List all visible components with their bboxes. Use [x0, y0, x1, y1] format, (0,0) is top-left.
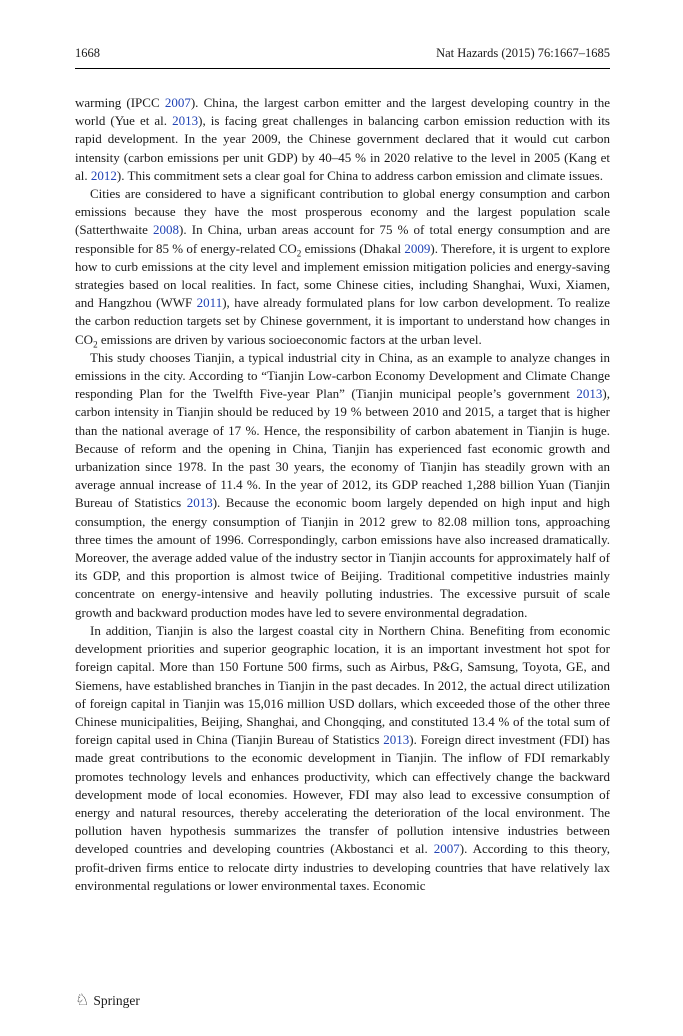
citation-link[interactable]: 2007	[164, 95, 191, 110]
citation-link[interactable]: 2007	[433, 841, 460, 857]
subscript-text: 2	[93, 339, 98, 350]
citation-link[interactable]: 2013	[576, 386, 603, 402]
citation-link[interactable]: 2009	[404, 240, 431, 256]
page-footer	[75, 993, 140, 1009]
springer-logo-icon: ♘	[75, 992, 90, 1009]
citation-link[interactable]: 2011	[196, 295, 223, 311]
page-number: 1668	[75, 46, 100, 60]
citation-link[interactable]: 2012	[90, 167, 117, 183]
paragraph: Cities are considered to have a significant contribution to global energy consumption and carbon emissions because they have the most prosperous economy and the largest population scale (Satterthwaite 2008). In China, urban areas account for 75 % of total energy consumption and are responsible for 85 % of energy-related $CO_2$ emissions (Dhakal 2009). Therefore, it is urgent to explore how to curb emissions at the city level and implement emission mitigation policies and energy-saving strategies based on local realities. In fact, some Chinese cities, including Shanghai, Wuxi, Xiamen, and Hangzhou (WWF 2011), have already formulated plans for low carbon development. To realize the carbon reduction targets set by Chinese government, it is important to understand how changes in $CO_2$ emissions are driven by various socioeconomic factors at the urban level.	[75, 186, 611, 350]
page-header	[75, 46, 610, 69]
subscript-text: 2	[296, 248, 302, 259]
paragraph: In addition, Tianjin is also the largest coastal city in Northern China. Benefiting from economic development priorities and superior geographic location, it is an important investment hot spot for foreign capital. More than 150 Fortune 500 firms, such as Airbus, P&G, Samsung, Toyota, GE, and Siemens, have established branches in Tianjin in the past decades. In 2012, the actual direct utilization of foreign capital in Tianjin was 15,016 million USD dollars, which exceeded those of the other three Chinese municipalities, Beijing, Shanghai, and Chongqing, and constituted 13.4 % of the total sum of foreign capital used in China (Tianjin Bureau of Statistics 2013). Foreign direct investment (FDI) has made great contributions to the economic development in Tianjin. The inflow of FDI remarkably promotes technology levels and enhances productivity, which can effectively change the backward development mode of local economies. However, FDI may also lead to excessive consumption of energy and natural resources, thereby accelerating the deterioration of the local environment. The pollution haven hypothesis summarizes the transfer of pollution intensive industries between developed countries and developing countries (Akbostanci et al. 2007). According to this theory, profit-driven firms entice to relocate dirty industries to developing countries that have relatively lax environmental regulations or lower environmental taxes. Economic	[75, 622, 610, 893]
journal-reference: Nat Hazards (2015) 76:1667–1685	[436, 46, 610, 60]
paragraph: This study chooses Tianjin, a typical industrial city in China, as an example to analyze changes in emissions in the city. According to “Tianjin Low-carbon Economy Development and Climate Change responding Plan for the Twelfth Five-year Plan” (Tianjin municipal people’s government 2013), carbon intensity in Tianjin should be reduced by 19 % between 2010 and 2015, a target that is higher than the national average of 17 %. Hence, the responsibility of carbon abatement in Tianjin is huge. Because of reform and the opening in China, Tianjin has experienced fast economic growth and urbanization since 1978. In the past 30 years, the economy of Tianjin has steadily grown with an average annual increase of 11.4 %. In the year of 2012, its GDP reached 1,288 billion Yuan (Tianjin Bureau of Statistics 2013). Because the economic boom largely depended on high input and high consumption, the energy consumption of Tianjin in 2012 grew to 82.08 million tons, approaching three times the amount of 1996. Correspondingly, carbon emissions have also increased dramatically. Moreover, the average added value of the industry sector in Tianjin accounts for approximately half of its GDP, and this proportion is almost twice of Beijing. Traditional competitive industries mainly concentrate on energy-intensive and heavily polluting industries. The excessive pursuit of scale growth and backward production modes have led to severe environmental degradation.	[75, 349, 610, 620]
publisher-name: Springer	[93, 993, 140, 1008]
citation-link[interactable]: 2008	[153, 222, 180, 238]
paragraph: warming (IPCC 2007). China, the largest carbon emitter and the largest developing country in the world (Yue et al. 2013), is facing great challenges in balancing carbon emission reduction with its rapid development. In the year 2009, the Chinese government declared that it would cut carbon intensity (carbon emissions per unit GDP) by 40–45 % in 2020 relative to the level in 2005 (Kang et al. 2012). This commitment sets a clear goal for China to address carbon emission and climate issues.	[75, 95, 610, 183]
paper-body	[75, 94, 610, 895]
citation-link[interactable]: 2013	[186, 495, 213, 511]
citation-link[interactable]: 2013	[172, 113, 199, 129]
citation-link[interactable]: 2013	[383, 732, 410, 748]
